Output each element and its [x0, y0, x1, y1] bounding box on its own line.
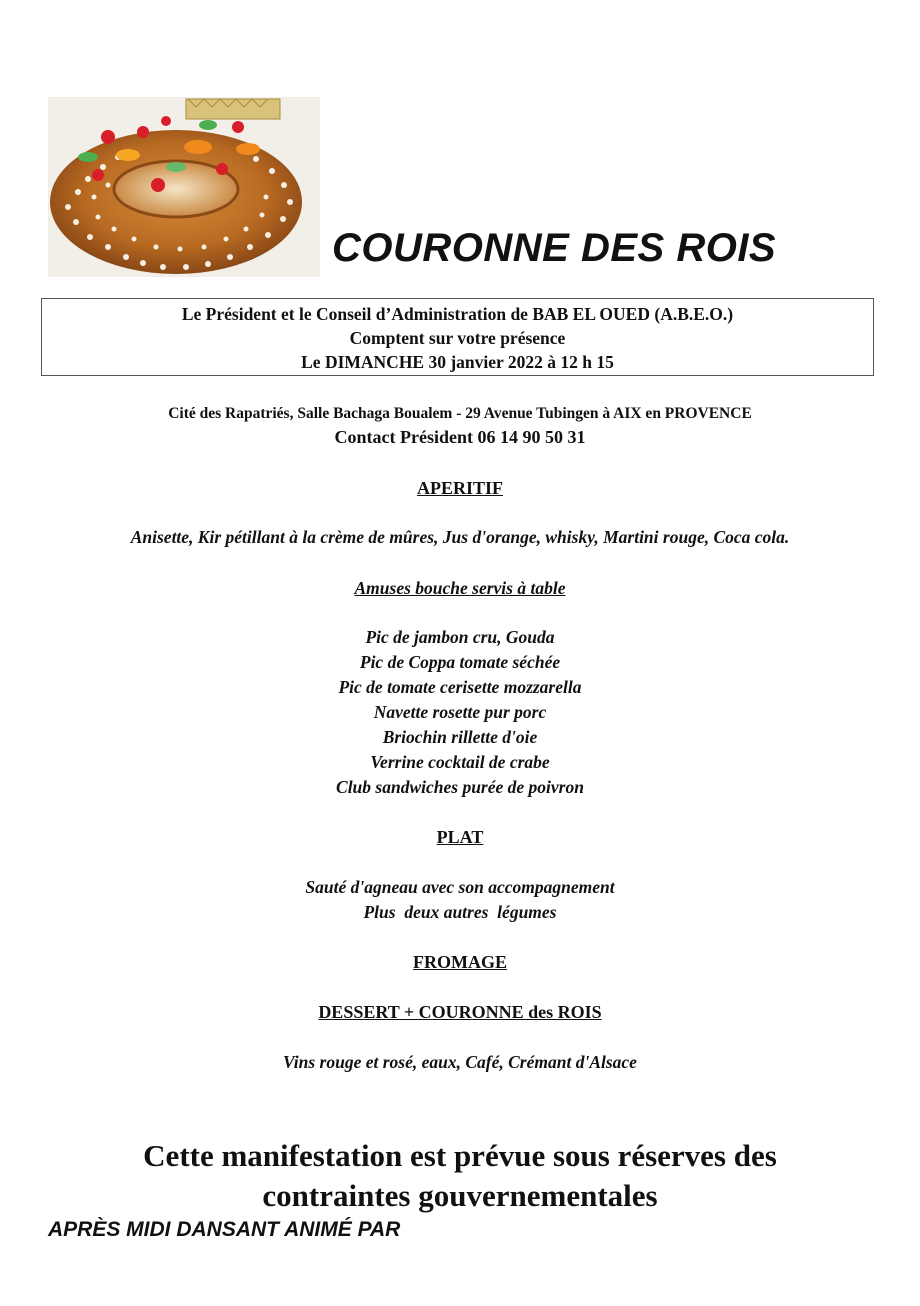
- government-notice: [0, 1136, 920, 1216]
- contact-phone: Contact Président 06 14 90 50 31: [334, 427, 586, 447]
- venue-address: Cité des Rapatriés, Salle Bachaga Boualem - 29 Avenue Tubingen à AIX en PROVENCE: [168, 405, 752, 422]
- invitation-line-2: Comptent sur votre présence: [349, 328, 566, 348]
- list-item: Club sandwiches purée de poivron: [336, 777, 584, 797]
- drinks-line: Vins rouge et rosé, eaux, Café, Crémant d'Alsace: [283, 1052, 637, 1072]
- list-item: Pic de Coppa tomate séchée: [359, 652, 561, 672]
- amuses-heading: Amuses bouche servis à table: [354, 578, 566, 598]
- plat-heading: PLAT: [436, 827, 484, 847]
- notice-line-1: Cette manifestation est prévue sous réserves des: [143, 1138, 777, 1173]
- list-item: Navette rosette pur porc: [373, 702, 547, 722]
- invitation-line-3: Le DIMANCHE 30 janvier 2022 à 12 h 15: [301, 352, 614, 372]
- invitation-line-1: Le Président et le Conseil d’Administration de BAB EL OUED (A.B.E.O.): [181, 304, 734, 324]
- invitation-box: [41, 298, 874, 376]
- list-item: Plus deux autres légumes: [363, 902, 557, 922]
- list-item: Pic de jambon cru, Gouda: [365, 627, 555, 647]
- galette-illustration: [48, 97, 320, 277]
- amuses-list: [0, 625, 920, 800]
- page-title: COURONNE DES ROIS: [332, 226, 777, 270]
- cake-photo: [48, 97, 320, 277]
- notice-line-2: contraintes gouvernementales: [262, 1178, 658, 1213]
- aperitif-heading: APERITIF: [416, 478, 503, 498]
- dessert-heading: DESSERT + COURONNE des ROIS: [318, 1002, 602, 1022]
- dance-announcement: APRÈS MIDI DANSANT ANIMÉ PAR: [48, 1218, 401, 1241]
- aperitif-items: Anisette, Kir pétillant à la crème de mûres, Jus d'orange, whisky, Martini rouge, Coca cola.: [130, 527, 790, 547]
- list-item: Sauté d'agneau avec son accompagnement: [305, 877, 615, 897]
- list-item: Briochin rillette d'oie: [382, 727, 538, 747]
- fromage-heading: FROMAGE: [413, 952, 507, 972]
- list-item: Pic de tomate cerisette mozzarella: [338, 677, 582, 697]
- list-item: Verrine cocktail de crabe: [370, 752, 550, 772]
- plat-list: [0, 875, 920, 925]
